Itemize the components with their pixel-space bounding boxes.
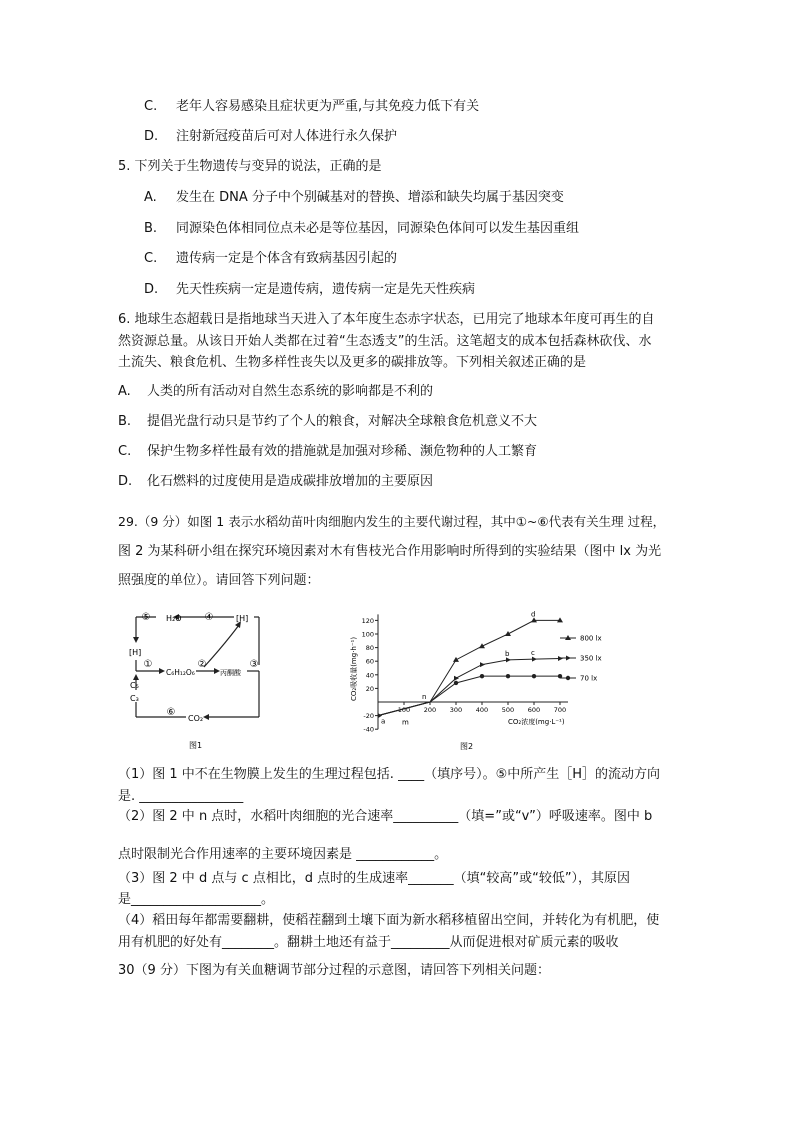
marker-350lx (532, 657, 537, 662)
fig1-label-pyruvate: 丙酮酸 (220, 669, 241, 677)
point-label-d: d (531, 610, 536, 619)
legend-label: 800 lx (580, 634, 602, 643)
q29-sub2-line2: 点时限制光合作用速率的主要环境因素是 ____________。 (118, 847, 448, 862)
q29-sub1-line1: （1）图 1 中不在生物膜上发生的生理过程包括. ____（填序号）。⑤中所产生［H］的流动方向 (118, 767, 661, 782)
q5-option-b-letter: B. (144, 221, 158, 236)
y-tick-label: 40 (365, 671, 374, 680)
fig1-label-circ3: ③ (249, 659, 259, 670)
x-tick-label: 400 (475, 706, 489, 714)
figure2-chart (340, 606, 640, 756)
y-tick-label: -40 (363, 725, 374, 734)
fig1-label-circ4: ④ (204, 612, 214, 623)
x-tick-label: 700 (553, 706, 567, 714)
q6-stem-line3: 土流失、粮食危机、生物多样性丧失以及更多的碳排放等。下列相关叙述正确的是 (118, 355, 587, 370)
q6-option-a-text: 人类的所有活动对自然生态系统的影响都是不利的 (147, 384, 434, 399)
x-tick-label: 200 (423, 706, 437, 714)
fig1-label-circ1: ① (143, 659, 153, 670)
q4-option-c-text: 老年人容易感染且症状更为严重,与其免疫力低下有关 (176, 99, 480, 114)
q29-stem-line2: 图 2 为某科研小组在探究环境因素对木有售枝光合作用影响时所得到的实验结果（图中 lx 为光 (118, 544, 662, 559)
point-label-m: m (402, 718, 409, 727)
q6-option-d-text: 化石燃料的过度使用是造成碳排放增加的主要原因 (147, 474, 434, 489)
fig1-label-c5: C₅ (130, 681, 139, 690)
fig1-label-glucose: C₆H₁₂O₆ (166, 668, 195, 677)
legend-label: 70 lx (580, 674, 598, 683)
marker-70lx (532, 674, 536, 678)
fig1-label-circ5: ⑤ (141, 612, 151, 623)
q5-stem: 5. 下列关于生物遗传与变异的说法，正确的是 (118, 159, 382, 174)
x-tick-label: 100 (397, 706, 411, 714)
q6-option-b-text: 提倡光盘行动只是节约了个人的粮食，对解决全球粮食危机意义不大 (147, 414, 538, 429)
point-label-c: c (531, 649, 535, 658)
y-tick-label: 120 (361, 616, 374, 625)
y-tick-label: 100 (361, 630, 374, 639)
fig1-label-h2o: H₂O (166, 614, 182, 623)
fig1-label-circ6: ⑥ (166, 707, 176, 718)
q5-option-a-text: 发生在 DNA 分子中个别碱基对的替换、增添和缺失均属于基因突变 (176, 190, 564, 205)
q4-option-d-letter: D. (144, 129, 159, 144)
marker-350lx (454, 676, 459, 681)
fig1-label-h-top: [H] (236, 614, 249, 623)
q29-sub3-line1: （3）图 2 中 d 点与 c 点相比，d 点时的生成速率_______（填“较高”或“较低”），其原因 (118, 871, 631, 886)
q6-option-a-letter: A. (118, 384, 131, 399)
q5-option-d-letter: D. (144, 282, 159, 297)
fig1-label-circ2: ② (197, 659, 207, 670)
marker-350lx (480, 662, 485, 667)
marker-350lx (506, 657, 511, 662)
q29-sub4-line2: 用有机肥的好处有________。翻耕土地还有益于_________从而促进根对矿质元素的吸收 (118, 935, 619, 950)
marker-70lx (454, 681, 458, 685)
marker-800lx (505, 631, 511, 636)
q6-stem-line2: 然资源总量。从该日开始人类都在过着“生态透支”的生活。这笔超支的成本包括森林砍伐、水 (118, 334, 652, 349)
q5-option-b-text: 同源染色体相同位点未必是等位基因，同源染色体间可以发生基因重组 (176, 221, 580, 236)
marker-70lx (480, 674, 484, 678)
fig1-label-h-left: [H] (129, 648, 142, 657)
q4-option-c-letter: C. (144, 99, 158, 114)
point-label-a: a (381, 717, 386, 726)
fig1-caption: 图1 (189, 741, 203, 750)
q6-stem-line1: 6. 地球生态超载日是指地球当天进入了本年度生态赤字状态，已用完了地球本年度可再生的自 (118, 312, 655, 327)
fig1-label-co2: CO₂ (188, 714, 204, 723)
q29-sub3-line2: 是____________________。 (118, 892, 275, 907)
fig2-x-axis-label: CO₂浓度(mg·L⁻¹) (508, 718, 565, 726)
q5-option-c-letter: C. (144, 251, 158, 266)
q6-option-c-letter: C. (118, 444, 132, 459)
y-tick-label: -20 (363, 712, 374, 721)
q6-option-b-letter: B. (118, 414, 132, 429)
q30-stem: 30（9 分）下图为有关血糖调节部分过程的示意图，请回答下列相关问题： (118, 963, 550, 978)
y-tick-label: 20 (365, 684, 374, 693)
q6-option-c-text: 保护生物多样性最有效的措施就是加强对珍稀、濒危物种的人工繁育 (147, 444, 538, 459)
x-tick-label: 600 (527, 706, 541, 714)
q29-stem-line1: 29.（9 分）如图 1 表示水稻幼苗叶肉细胞内发生的主要代谢过程，其中①~⑥代表有关生理 过程， (118, 514, 666, 529)
q29-sub2-line1: （2）图 2 中 n 点时，水稻叶肉细胞的光合速率__________（填=”或“v”）呼吸速率。图中 b (118, 809, 653, 824)
series-line-0 (378, 620, 560, 715)
q5-option-a-letter: A. (144, 190, 157, 205)
fig1-label-c3: C₃ (130, 694, 139, 703)
q4-option-d-text: 注射新冠疫苗后可对人体进行永久保护 (176, 129, 398, 144)
q5-option-d-text: 先天性疾病一定是遗传病，遗传病一定是先天性疾病 (176, 282, 476, 297)
x-tick-label: 500 (501, 706, 515, 714)
legend-marker (566, 676, 570, 680)
x-tick-label: 300 (449, 706, 463, 714)
fig2-y-axis-label: CO₂吸收量(mg·h⁻¹) (350, 636, 358, 701)
point-label-n: n (422, 693, 427, 701)
q6-option-d-letter: D. (118, 474, 133, 489)
q5-option-c-text: 遗传病一定是个体含有致病基因引起的 (176, 251, 398, 266)
q29-sub1-line2: 是. ________________ (118, 789, 244, 804)
q29-stem-line3: 照强度的单位）。请回答下列问题： (118, 573, 320, 588)
point-label-b: b (505, 649, 510, 658)
marker-70lx (506, 674, 510, 678)
legend-label: 350 lx (580, 654, 602, 663)
y-tick-label: 60 (365, 657, 374, 666)
figure1-diagram (124, 605, 274, 755)
fig2-caption: 图2 (460, 742, 474, 751)
y-tick-label: 80 (365, 644, 374, 653)
legend-marker (566, 656, 571, 661)
marker-800lx (453, 657, 459, 662)
q29-sub4-line1: （4）稻田每年都需要翻耕，使稻茬翻到土壤下面为新水稻移植留出空间，并转化为有机肥，使 (118, 913, 660, 928)
